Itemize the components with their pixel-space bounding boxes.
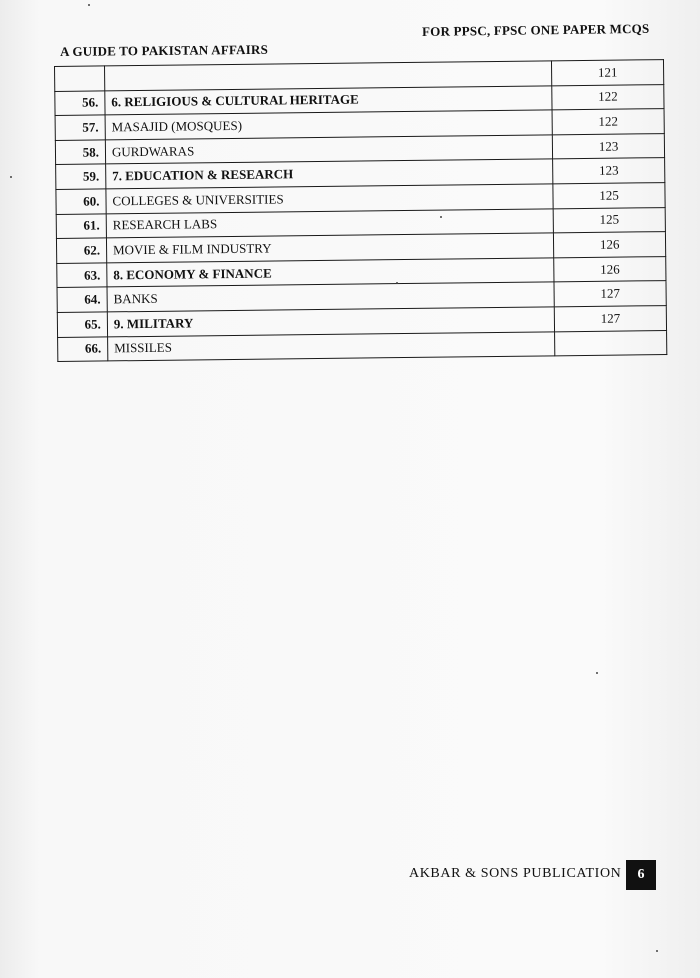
- row-number: 56.: [55, 91, 105, 116]
- scan-speck: [396, 282, 398, 284]
- row-page: 123: [553, 158, 665, 184]
- row-title: MASAJID (MOSQUES): [105, 110, 553, 140]
- row-title: 6. RELIGIOUS & CULTURAL HERITAGE: [105, 85, 553, 115]
- row-page: 127: [554, 306, 666, 332]
- row-page: 122: [552, 84, 664, 110]
- row-title: GURDWARAS: [105, 135, 553, 165]
- toc-table: [54, 59, 667, 362]
- row-title: RESEARCH LABS: [106, 208, 554, 238]
- row-title: MISSILES: [108, 331, 556, 361]
- row-title: 7. EDUCATION & RESEARCH: [106, 159, 554, 189]
- row-number: 64.: [57, 287, 107, 312]
- table-of-contents: [54, 59, 667, 362]
- scan-speck: [10, 176, 12, 178]
- scan-speck: [88, 4, 90, 6]
- row-page: 121: [552, 60, 664, 86]
- row-number: 65.: [57, 312, 107, 337]
- scan-speck: [440, 216, 442, 218]
- row-number: 61.: [56, 213, 106, 238]
- row-page: 126: [554, 256, 666, 282]
- row-page: 122: [552, 109, 664, 135]
- row-number: 60.: [56, 189, 106, 214]
- row-page: [555, 330, 667, 356]
- scan-speck: [596, 672, 598, 674]
- row-number: 58.: [55, 140, 105, 165]
- row-number: [55, 66, 105, 91]
- row-page: 127: [554, 281, 666, 307]
- row-number: 63.: [57, 263, 107, 288]
- row-number: 57.: [55, 115, 105, 140]
- book-title: A GUIDE TO PAKISTAN AFFAIRS: [60, 41, 269, 59]
- row-page: 125: [553, 183, 665, 209]
- row-number: 66.: [58, 336, 108, 361]
- row-page: 125: [553, 207, 665, 233]
- exam-subtitle: FOR PPSC, FPSC ONE PAPER MCQS: [422, 20, 650, 39]
- publisher-name: AKBAR & SONS PUBLICATION: [409, 866, 622, 881]
- row-title: MOVIE & FILM INDUSTRY: [106, 233, 554, 263]
- row-title: 9. MILITARY: [107, 307, 555, 337]
- row-title: COLLEGES & UNIVERSITIES: [106, 184, 554, 214]
- row-number: 59.: [56, 164, 106, 189]
- row-title: BANKS: [107, 282, 555, 312]
- row-page: 126: [554, 232, 666, 258]
- scan-speck: [656, 950, 658, 952]
- row-page: 123: [552, 133, 664, 159]
- row-title: 8. ECONOMY & FINANCE: [107, 258, 555, 288]
- row-number: 62.: [56, 238, 106, 263]
- page-number: 6: [637, 867, 645, 882]
- page-number-badge: [626, 860, 656, 890]
